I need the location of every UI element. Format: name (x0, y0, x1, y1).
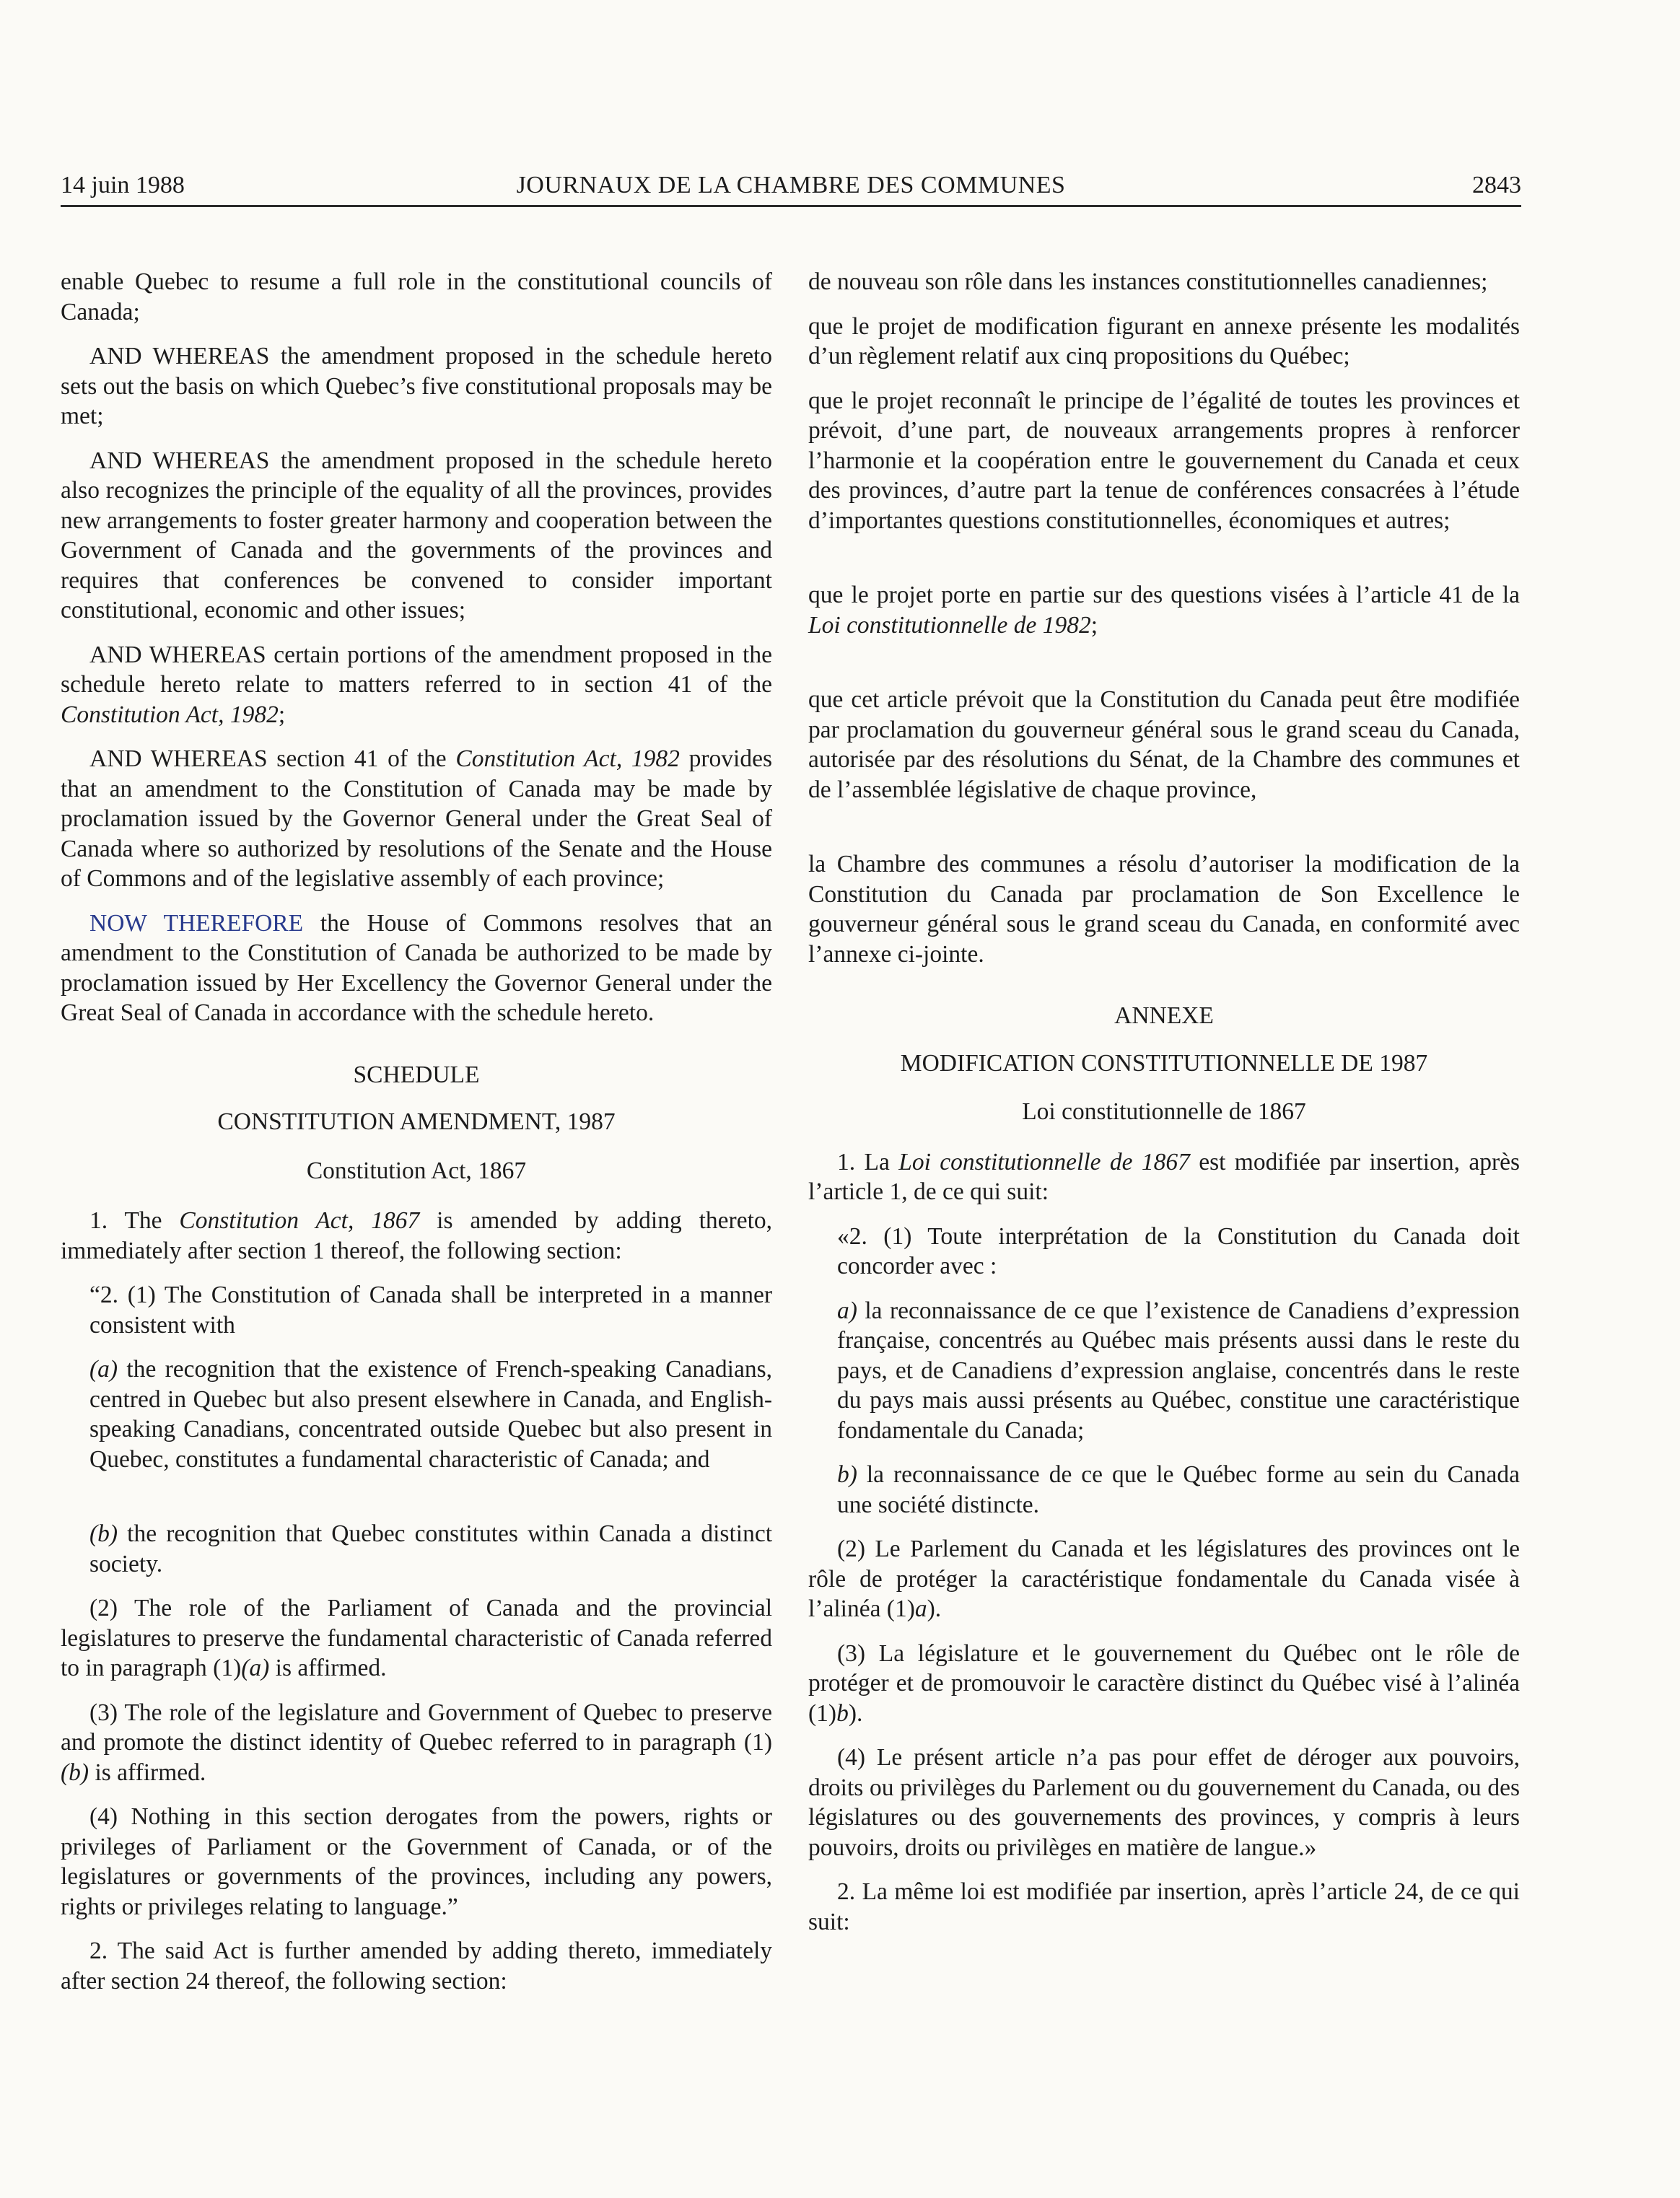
section-2-2: (2) Le Parlement du Canada et les législatures des provinces ont le rôle de protéger la caractéristique fondamentale du Canada visée à l’alinéa (1)a). (808, 1536, 1520, 1622)
section-2-3: (3) The role of the legislature and Government of Quebec to preserve and promote the distinct identity of Quebec referred to in paragraph (1)(b) is affirmed. (61, 1699, 772, 1786)
whereas-clause: AND WHEREAS section 41 of the Constitution Act, 1982 provides that an amendment to the Constitution of Canada may be made by proclamation issued by the Governor General under the Great Seal of Canada where so authorized by resolutions of the Senate and the House of Commons and of the legislative assembly of each province; (61, 745, 773, 892)
section-2-4: (4) Le présent article n’a pas pour effet de déroger aux pouvoirs, droits ou privilèges du Parlement ou du gouvernement du Canada, ou des législatures ou des gouvernements des provinces, y compris à leurs pouvoirs, droits ou privilèges en matière de langue.» (808, 1744, 1520, 1861)
attendu-clause: que le projet reconnaît le principe de l’égalité de toutes les provinces et prévoit, d’une part, de nouveaux arrangements propres à renforcer l’harmonie et la coopération entre le gouvernement du Canada et ceux des provinces, d’autre part la tenue de conférences consacrées à l’étude d’importantes questions constitutionnelles, économiques et autres; (808, 387, 1520, 534)
spacer (808, 550, 1520, 580)
section-1: 1. La Loi constitutionnelle de 1867 est modifiée par insertion, après l’article 1, de ce qui suit: (808, 1148, 1521, 1205)
amendment-heading: MODIFICATION CONSTITUTIONNELLE DE 1987 (900, 1049, 1428, 1077)
resolution-clause: la Chambre des communes a résolu d’autoriser la modification de la Constitution du Canada par proclamation de Son Excellence le gouverneur général sous le grand sceau du Canada, en conformité avec l’annexe ci-jointe. (808, 851, 1520, 968)
paragraph-b: (b) the recognition that Quebec constitutes within Canada a distinct society. (89, 1520, 772, 1577)
paragraph-a: a) la reconnaissance de ce que l’existence de Canadiens d’expression française, concentrés au Québec mais présents aussi dans le reste du pays, et de Canadiens d’expression anglaise, concentrés dans le reste du pays mais aussi présents au Québec, constitue une caractéristique fondamentale du Canada; (837, 1297, 1520, 1444)
attendu-clause: que le projet de modification figurant en annexe présente les modalités d’un règlement relatif aux cinq propositions du Québec; (808, 312, 1520, 369)
section-2-amendment: 2. La même loi est modifiée par insertion, après l’article 24, de ce qui suit: (808, 1878, 1520, 1935)
attendu-clause: que cet article prévoit que la Constitution du Canada peut être modifiée par proclamation du gouverneur général sous le grand sceau du Canada, autorisée par des résolutions du Sénat, de la Chambre des communes et de l’assemblée législative de chaque province, (808, 686, 1520, 803)
journal-title: JOURNAUX DE LA CHAMBRE DES COMMUNES (516, 172, 1066, 198)
preamble-continuation: de nouveau son rôle dans les instances constitutionnelles canadiennes; (808, 268, 1488, 295)
french-column (808, 267, 1520, 1951)
attendu-clause: que le projet porte en partie sur des questions visées à l’article 41 de la Loi constitutionnelle de 1982; (808, 582, 1520, 639)
section-2-amendment: 2. The said Act is further amended by adding thereto, immediately after section 24 thereof, the following section: (61, 1938, 772, 1995)
whereas-clause: AND WHEREAS certain portions of the amendment proposed in the schedule hereto relate to matters referred to in section 41 of the Constitution Act, 1982; (61, 641, 772, 728)
section-2-1: «2. (1) Toute interprétation de la Constitution du Canada doit concorder avec : (837, 1222, 1520, 1279)
schedule-heading: SCHEDULE (353, 1061, 480, 1088)
spacer (61, 1489, 772, 1519)
paragraph-a: (a) the recognition that the existence of French-speaking Canadians, centred in Quebec but also present elsewhere in Canada, and English-speaking Canadians, concentrated outside Quebec but also present in Quebec, constitutes a fundamental characteristic of Canada; and (89, 1356, 772, 1473)
english-column (61, 267, 772, 2010)
preamble-continuation: enable Quebec to resume a full role in the constitutional councils of Canada; (61, 268, 772, 325)
section-2-1: “2. (1) The Constitution of Canada shall be interpreted in a manner consistent with (89, 1282, 772, 1339)
act-heading: Loi constitutionnelle de 1867 (1022, 1098, 1306, 1125)
section-2-2: (2) The role of the Parliament of Canada and the provincial legislatures to preserve the fundamental characteristic of Canada referred to in paragraph (1)(a) is affirmed. (61, 1595, 772, 1681)
section-2-3: (3) La législature et le gouvernement du Québec ont le rôle de protéger et de promouvoir le caractère distinct du Québec visé à l’alinéa (1)b). (808, 1639, 1520, 1727)
header-date: 14 juin 1988 (61, 172, 185, 198)
spacer (808, 819, 1520, 849)
schedule-heading: ANNEXE (1114, 1002, 1214, 1029)
whereas-clause: AND WHEREAS the amendment proposed in the schedule hereto sets out the basis on which Quebec’s five constitutional proposals may be met; (61, 343, 772, 429)
section-2-4: (4) Nothing in this section derogates from the powers, rights or privileges of Parliament or the Government of Canada, or of the legislatures or governments of the provinces, including any powers, rights or privileges relating to language.” (61, 1803, 772, 1920)
section-1: 1. The Constitution Act, 1867 is amended by adding thereto, immediately after section 1 thereof, the following section: (61, 1207, 773, 1264)
whereas-clause: AND WHEREAS the amendment proposed in the schedule hereto also recognizes the principle of the equality of all the provinces, provides new arrangements to foster greater harmony and cooperation between the Government of Canada and the governments of the provinces and requires that conferences be convened to consider important constitutional, economic and other issues; (61, 447, 772, 623)
paragraph-b: b) la reconnaissance de ce que le Québec forme au sein du Canada une société distincte. (837, 1461, 1520, 1518)
spacer (808, 654, 1520, 685)
resolution-clause: NOW THEREFORE the House of Commons resolves that an amendment to the Constitution of Canada be authorized to be made by proclamation issued by Her Excellency the Governor General under the Great Seal of Canada in accordance with the schedule hereto. (61, 909, 772, 1026)
page-number: 2843 (1472, 172, 1521, 198)
amendment-heading: CONSTITUTION AMENDMENT, 1987 (217, 1108, 616, 1135)
act-heading: Constitution Act, 1867 (306, 1157, 527, 1184)
page-header (61, 167, 1521, 207)
